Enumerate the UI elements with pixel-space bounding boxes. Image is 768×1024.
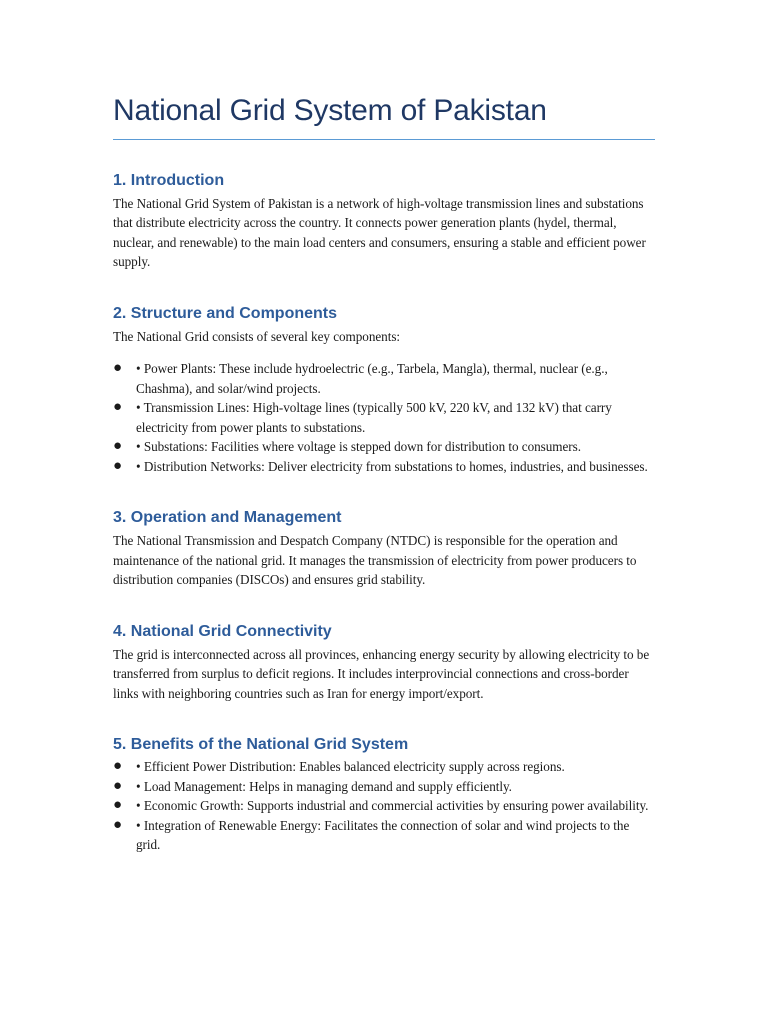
section-heading: 4. National Grid Connectivity [113, 622, 332, 640]
list-item [113, 457, 655, 477]
section-grid-connectivity [113, 622, 655, 704]
bullet-dot-icon: ● [113, 777, 123, 794]
paragraph: The National Transmission and Despatch Company (NTDC) is responsible for the operation and maintenance of the national grid. It manages the transmission of electricity from power producers to distribution companies (DISCOs) and ensures grid stability. [113, 533, 637, 587]
list-item [113, 777, 655, 797]
section-benefits [113, 735, 655, 855]
paragraph: The National Grid System of Pakistan is a network of high-voltage transmission lines and substations that distribute electricity across the country. It connects power generation plants (hydel, thermal, nuclear, and renewable) to the main load centers and consumers, ensuring a stable and efficient power supply. [113, 195, 646, 269]
document-title: National Grid System of Pakistan [113, 94, 655, 140]
section-heading: 5. Benefits of the National Grid System [113, 736, 409, 753]
bullet-dot-icon: ● [113, 360, 123, 376]
list-item-text: • Power Plants: These include hydroelectric (e.g., Tarbela, Mangla), thermal, nuclear (e.g., Chashma), and solar/wind projects. [136, 361, 608, 396]
bullet-dot-icon: ● [113, 816, 123, 833]
bullet-list [113, 757, 655, 855]
bullet-dot-icon: ● [113, 758, 123, 774]
bullet-dot-icon: ● [113, 438, 123, 454]
bullet-dot-icon: ● [113, 457, 123, 474]
bullet-list [113, 359, 655, 476]
list-item [113, 437, 655, 457]
list-item-text: • Economic Growth: Supports industrial and commercial activities by ensuring power availability. [136, 798, 649, 813]
list-item [113, 796, 655, 816]
paragraph: The National Grid consists of several key components: [113, 328, 401, 344]
list-item-text: • Efficient Power Distribution: Enables balanced electricity supply across regions. [136, 759, 565, 774]
list-item-text: • Distribution Networks: Deliver electricity from substations to homes, industries, and businesses. [136, 458, 648, 474]
list-item-text: • Substations: Facilities where voltage is stepped down for distribution to consumers. [136, 439, 581, 454]
section-introduction [113, 171, 655, 272]
document-page [113, 94, 655, 855]
list-item [113, 359, 655, 398]
list-item-text: • Load Management: Helps in managing demand and supply efficiently. [136, 778, 512, 794]
list-item [113, 816, 655, 855]
list-item [113, 757, 655, 777]
section-operation-management [113, 508, 655, 590]
paragraph: The grid is interconnected across all provinces, enhancing energy security by allowing electricity to be transferred from surplus to deficit regions. It includes interprovincial connections and cross-border links with neighboring countries such as Iran for energy import/export. [113, 646, 650, 701]
list-item-text: • Integration of Renewable Energy: Facilitates the connection of solar and wind projects to the grid. [136, 817, 630, 852]
section-heading: 1. Introduction [113, 171, 225, 189]
section-heading: 2. Structure and Components [113, 304, 338, 322]
list-item-text: • Transmission Lines: High-voltage lines (typically 500 kV, 220 kV, and 132 kV) that carry electricity from power plants to substations. [136, 400, 612, 435]
section-structure-components [113, 304, 655, 477]
section-heading: 3. Operation and Management [113, 509, 342, 526]
bullet-dot-icon: ● [113, 399, 123, 415]
list-item [113, 398, 655, 437]
bullet-dot-icon: ● [113, 797, 123, 813]
